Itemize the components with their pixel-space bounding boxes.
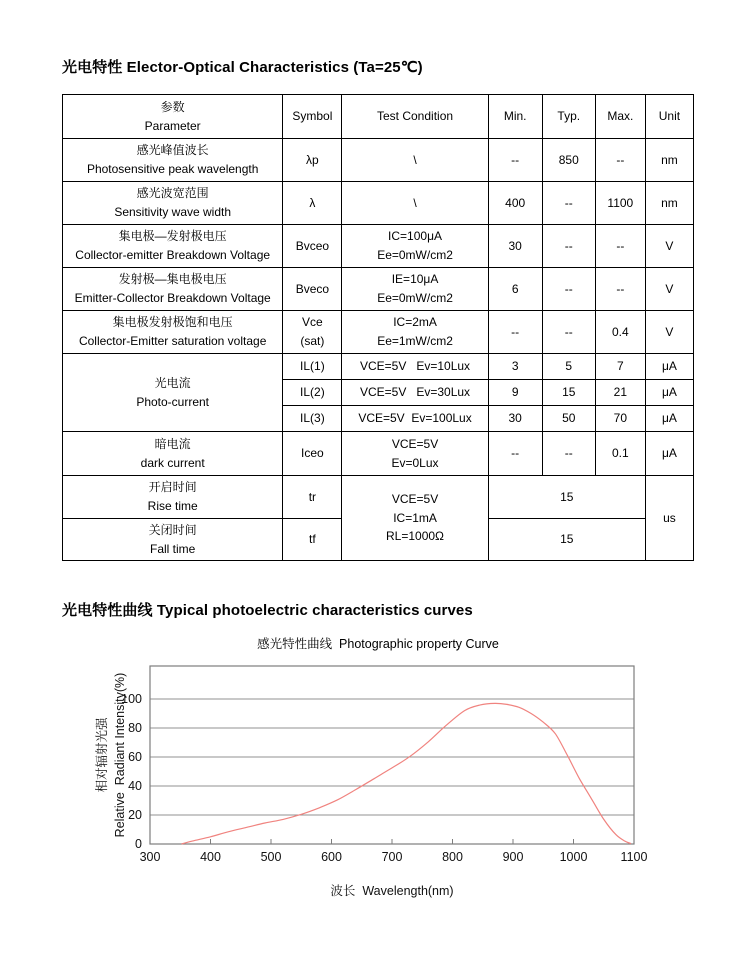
dark-current-cond xyxy=(342,432,488,476)
chart-title: 感光特性曲线 Photographic property Curve xyxy=(257,637,499,651)
header-symbol: Symbol xyxy=(283,95,342,139)
il3-cond: VCE=5V Ev=100Lux xyxy=(342,406,488,432)
il2-max: 21 xyxy=(595,380,645,406)
wave-width-typ: -- xyxy=(542,182,595,225)
dark-current-unit: μA xyxy=(645,432,693,476)
photo-current-param xyxy=(63,354,283,432)
section-title-curves: 光电特性曲线 Typical photoelectric characteristics curves xyxy=(62,602,473,619)
param-cn: 集电极—发射极电压 xyxy=(118,229,227,244)
bvceo-unit: V xyxy=(645,225,693,268)
param-en: Rise time xyxy=(147,499,198,513)
cond-line2: IC=1mA xyxy=(393,510,437,525)
electro-optical-characteristics-table xyxy=(62,94,694,561)
il3-max: 70 xyxy=(595,406,645,432)
y-tick-label: 20 xyxy=(128,808,142,822)
row-wave-width xyxy=(63,182,694,225)
bvceo-max: -- xyxy=(595,225,645,268)
header-parameter xyxy=(63,95,283,139)
rise-time-value: 15 xyxy=(488,476,645,519)
param-cn: 感光波宽范围 xyxy=(136,186,209,201)
bvceo-min: 30 xyxy=(488,225,542,268)
fall-time-symbol: tf xyxy=(283,519,342,561)
x-tick-label: 700 xyxy=(381,850,403,864)
x-tick-label: 400 xyxy=(200,850,221,864)
rise-time-symbol: tr xyxy=(283,476,342,519)
cond-line1: IC=2mA xyxy=(393,315,437,330)
vce-sat-param xyxy=(63,311,283,354)
param-en: Collector-emitter Breakdown Voltage xyxy=(75,248,271,262)
header-parameter-en: Parameter xyxy=(144,118,201,133)
plot-frame xyxy=(150,666,634,844)
bvceo-typ: -- xyxy=(542,225,595,268)
peak-wavelength-param xyxy=(63,139,283,182)
peak-wavelength-typ: 850 xyxy=(542,139,595,182)
wave-width-symbol: λ xyxy=(283,182,342,225)
bveco-unit: V xyxy=(645,268,693,311)
wave-width-max: 1100 xyxy=(595,182,645,225)
bveco-param xyxy=(63,268,283,311)
bveco-symbol: Bveco xyxy=(283,268,342,311)
fall-time-param xyxy=(63,519,283,561)
y-tick-label: 40 xyxy=(128,779,142,793)
wave-width-param xyxy=(63,182,283,225)
bvceo-param xyxy=(63,225,283,268)
section-title-electro-optical: 光电特性 Elector-Optical Characteristics (Ta=25℃) xyxy=(62,59,423,76)
vce-sat-symbol xyxy=(283,311,342,354)
x-tick-label: 900 xyxy=(502,850,524,864)
param-en: Photo-current xyxy=(136,394,210,409)
x-tick-label: 600 xyxy=(321,850,342,864)
x-tick-label: 800 xyxy=(442,850,463,864)
param-en: Sensitivity wave width xyxy=(114,205,232,219)
y-tick-label: 100 xyxy=(121,692,142,706)
row-peak-wavelength xyxy=(63,139,694,182)
dark-current-min: -- xyxy=(488,432,542,476)
param-cn: 关闭时间 xyxy=(148,522,197,537)
il1-cond: VCE=5V Ev=10Lux xyxy=(342,354,488,380)
cond-line1: VCE=5V xyxy=(391,436,439,451)
vce-sat-cond xyxy=(342,311,488,354)
vce-sat-min: -- xyxy=(488,311,542,354)
cond-line2: Ee=1mW/cm2 xyxy=(377,334,453,348)
il2-cond: VCE=5V Ev=30Lux xyxy=(342,380,488,406)
row-bvceo xyxy=(63,225,694,268)
bveco-typ: -- xyxy=(542,268,595,311)
il2-min: 9 xyxy=(488,380,542,406)
bvceo-cond xyxy=(342,225,488,268)
param-cn: 集电极发射极饱和电压 xyxy=(112,315,233,330)
il3-unit: μA xyxy=(645,406,693,432)
header-parameter-cn: 参数 xyxy=(160,99,185,114)
y-axis-label-cn: 相对辐射光强 xyxy=(95,717,109,793)
il1-unit: μA xyxy=(645,354,693,380)
x-tick-label: 1000 xyxy=(559,850,588,864)
il1-typ: 5 xyxy=(542,354,595,380)
switching-cond xyxy=(342,476,488,561)
il2-symbol: IL(2) xyxy=(283,380,342,406)
x-tick-label: 500 xyxy=(260,850,282,864)
vce-sat-unit: V xyxy=(645,311,693,354)
wave-width-unit: nm xyxy=(645,182,693,225)
vce-sat-max: 0.4 xyxy=(595,311,645,354)
cond-line3: RL=1000Ω xyxy=(386,529,445,544)
cond-line1: VCE=5V xyxy=(391,491,439,506)
dark-current-symbol: Iceo xyxy=(283,432,342,476)
row-vce-sat xyxy=(63,311,694,354)
param-en: Emitter-Collector Breakdown Voltage xyxy=(74,291,271,305)
dark-current-max: 0.1 xyxy=(595,432,645,476)
cond-line1: IE=10μA xyxy=(391,272,439,287)
rise-time-param xyxy=(63,476,283,519)
param-en: Collector-Emitter saturation voltage xyxy=(78,334,267,348)
param-cn: 光电流 xyxy=(154,375,191,390)
y-tick-label: 0 xyxy=(135,837,142,851)
row-dark-current xyxy=(63,432,694,476)
param-cn: 感光峰值波长 xyxy=(136,143,209,158)
switching-unit: us xyxy=(645,476,693,561)
y-tick-label: 80 xyxy=(128,721,142,735)
peak-wavelength-unit: nm xyxy=(645,139,693,182)
param-en: dark current xyxy=(140,455,205,470)
chart-generated-layer xyxy=(121,666,647,864)
il2-unit: μA xyxy=(645,380,693,406)
header-unit: Unit xyxy=(645,95,693,139)
spectral-response-curve xyxy=(182,703,632,844)
param-cn: 发射极—集电极电压 xyxy=(118,272,227,287)
table-header-row xyxy=(63,95,694,139)
header-max: Max. xyxy=(595,95,645,139)
bvceo-symbol: Bvceo xyxy=(283,225,342,268)
dark-current-typ: -- xyxy=(542,432,595,476)
y-axis-label-en: Relative Radiant Intensity(%) xyxy=(113,672,127,838)
row-bveco xyxy=(63,268,694,311)
x-tick-label: 1100 xyxy=(620,850,648,864)
il3-symbol: IL(3) xyxy=(283,406,342,432)
vce-sat-typ: -- xyxy=(542,311,595,354)
il3-typ: 50 xyxy=(542,406,595,432)
wave-width-min: 400 xyxy=(488,182,542,225)
il3-min: 30 xyxy=(488,406,542,432)
symbol-line2: (sat) xyxy=(300,334,325,348)
symbol-line1: Vce xyxy=(302,315,323,330)
cond-line2: Ee=0mW/cm2 xyxy=(377,248,453,262)
il1-min: 3 xyxy=(488,354,542,380)
peak-wavelength-symbol: λp xyxy=(283,139,342,182)
x-tick-label: 300 xyxy=(139,850,161,864)
bveco-max: -- xyxy=(595,268,645,311)
x-axis-label: 波长 Wavelength(nm) xyxy=(330,884,454,898)
fall-time-value: 15 xyxy=(488,519,645,561)
il1-max: 7 xyxy=(595,354,645,380)
param-en: Photosensitive peak wavelength xyxy=(86,162,259,176)
il2-typ: 15 xyxy=(542,380,595,406)
y-tick-label: 60 xyxy=(128,750,142,764)
dark-current-param xyxy=(63,432,283,476)
peak-wavelength-cond: \ xyxy=(342,139,488,182)
peak-wavelength-min: -- xyxy=(488,139,542,182)
header-test-condition: Test Condition xyxy=(342,95,488,139)
cond-line2: Ee=0mW/cm2 xyxy=(377,291,453,305)
row-rise-time xyxy=(63,476,694,519)
bveco-min: 6 xyxy=(488,268,542,311)
photo-curve-plot xyxy=(88,661,668,911)
cond-line1: IC=100μA xyxy=(388,229,442,244)
header-min: Min. xyxy=(488,95,542,139)
param-en: Fall time xyxy=(150,541,196,556)
param-cn: 暗电流 xyxy=(154,436,191,451)
cond-line2: Ev=0Lux xyxy=(391,455,439,470)
bveco-cond xyxy=(342,268,488,311)
row-photo-current-il1 xyxy=(63,354,694,380)
peak-wavelength-max: -- xyxy=(595,139,645,182)
param-cn: 开启时间 xyxy=(148,480,197,495)
il1-symbol: IL(1) xyxy=(283,354,342,380)
wave-width-cond: \ xyxy=(342,182,488,225)
header-typ: Typ. xyxy=(542,95,595,139)
